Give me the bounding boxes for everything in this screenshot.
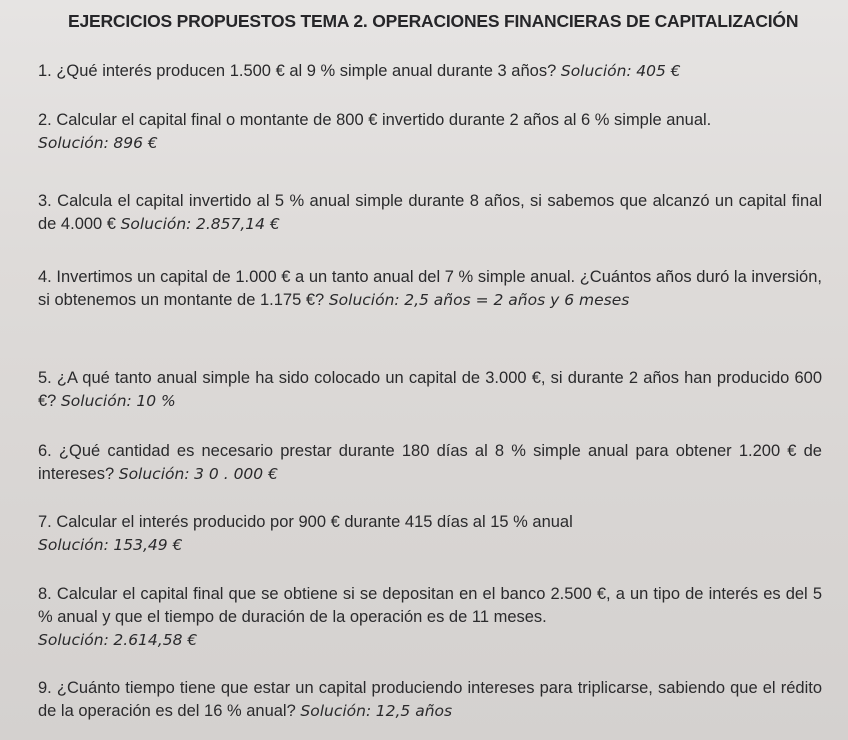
exercise-question: 8. Calcular el capital final que se obtiene si se depositan en el banco 2.500 €, a un tipo de interés es del 5 % anual y que el tiempo de duración de la operación es de 11 meses. [38,585,822,626]
solution-label: Solución: [38,631,109,649]
solution-value: 10 % [136,392,176,410]
solution-label: Solución: [560,62,632,80]
exercise-question: 1. ¿Qué interés producen 1.500 € al 9 % simple anual durante 3 años? [38,62,557,80]
exercise-9 [38,677,822,723]
exercise-6 [38,440,822,486]
solution-label: Solución: [300,702,372,720]
solution-value: 153,49 € [113,536,183,554]
solution-label: Solución: [328,291,400,309]
solution-value: 405 € [636,62,681,80]
solution-value: 3 0 . 000 € [194,465,278,483]
exercise-question: 3. Calcula el capital invertido al 5 % anual simple durante 8 años, si sabemos que alcanzó un capital final de 4.000 € [38,192,822,233]
solution-value: 2.857,14 € [196,215,280,233]
solution-label: Solución: [38,134,109,152]
exercise-8 [38,583,822,652]
solution-value: 896 € [113,134,158,152]
exercise-1 [38,60,822,83]
exercise-3 [38,190,822,236]
solution-value: 12,5 años [375,702,453,720]
exercise-question: 4. Invertimos un capital de 1.000 € a un tanto anual del 7 % simple anual. ¿Cuántos años duró la inversión, si obtenemos un montante de 1.175 €? [38,268,822,309]
exercise-question: 6. ¿Qué cantidad es necesario prestar durante 180 días al 8 % simple anual para obtener 1.200 € de intereses? [38,442,822,483]
solution-value: 2.614,58 € [113,631,198,649]
exercise-question: 7. Calcular el interés producido por 900 € durante 415 días al 15 % anual [38,513,573,531]
exercise-7 [38,511,822,557]
page-title: EJERCICIOS PROPUESTOS TEMA 2. OPERACIONES FINANCIERAS DE CAPITALIZACIÓN [68,11,799,31]
solution-label: Solución: [120,215,192,233]
solution-label: Solución: [118,465,190,483]
exercise-2 [38,109,822,155]
exercise-question: 9. ¿Cuánto tiempo tiene que estar un capital produciendo intereses para triplicarse, sabiendo que el rédito de la operación es del 16 % anual? [38,679,822,720]
exercise-5 [38,367,822,413]
solution-value: 2,5 años = 2 años y 6 meses [404,291,630,309]
solution-label: Solución: [38,536,109,554]
solution-label: Solución: [60,392,132,410]
exercise-question: 2. Calcular el capital final o montante de 800 € invertido durante 2 años al 6 % simple anual. [38,111,712,129]
exercise-question: 5. ¿A qué tanto anual simple ha sido colocado un capital de 3.000 €, si durante 2 años han producido 600 €? [38,369,822,410]
exercise-4 [38,266,822,312]
